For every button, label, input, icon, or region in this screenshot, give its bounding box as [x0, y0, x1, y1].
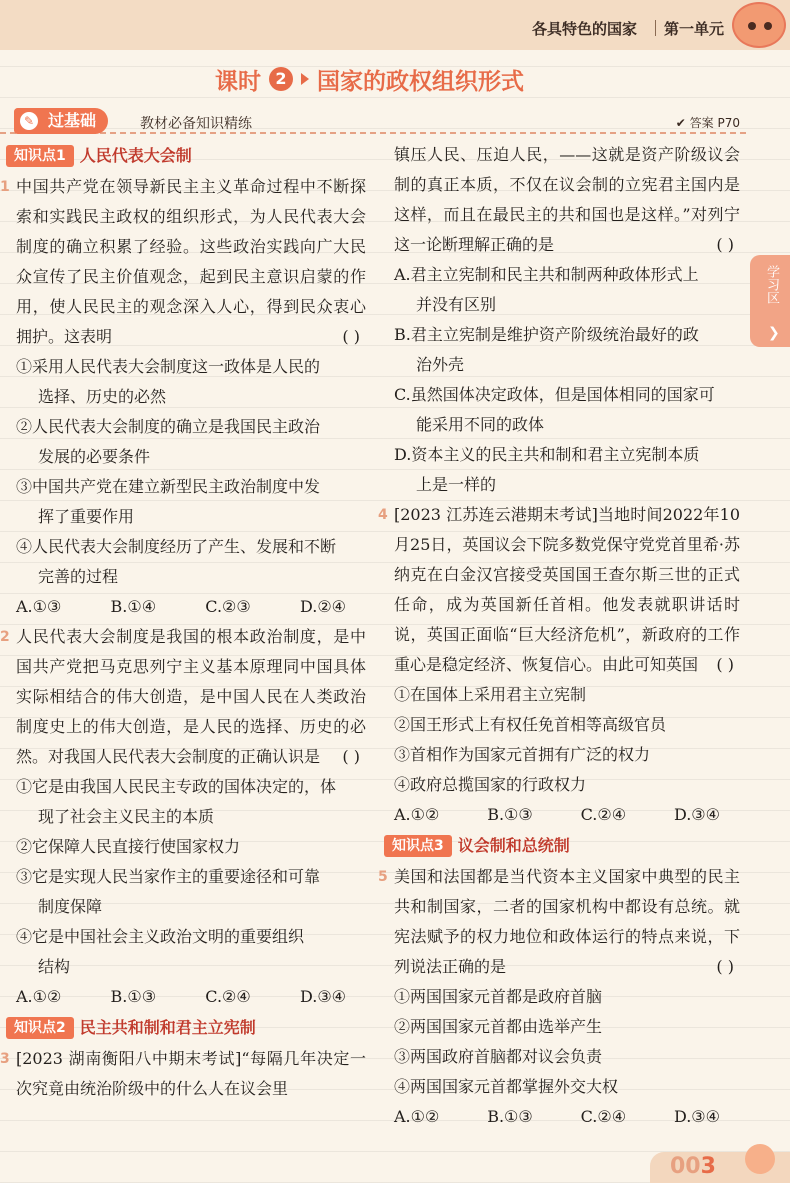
option-a[interactable]: A.君主立宪制和民主共和制两种政体形式上 [394, 265, 699, 284]
option-line: ②人民代表大会制度的确立是我国民主政治 [16, 417, 321, 436]
answer-choices [394, 1102, 740, 1132]
page-number-prefix: 00 [670, 1154, 701, 1179]
question-1 [0, 172, 366, 622]
choice-b[interactable]: B.①③ [487, 805, 533, 824]
option-line: 上是一样的 [416, 475, 497, 494]
option-line: ③首相作为国家元首拥有广泛的权力 [394, 745, 651, 764]
page-footer [650, 1152, 790, 1183]
option-b[interactable]: B.君主立宪制是维护资产阶级统治最好的政 [394, 325, 699, 344]
question-2 [0, 622, 366, 1012]
option-line: ③它是实现人民当家作主的重要途径和可靠 [16, 867, 321, 886]
unit-label: 第一单元 [664, 20, 725, 38]
option-line: ①在国体上采用君主立宪制 [394, 685, 587, 704]
option-line: 治外壳 [416, 355, 465, 374]
mascot-icon [732, 2, 786, 48]
study-area-label: 学习区 [764, 265, 779, 304]
header-divider [655, 20, 656, 36]
kp-title: 民主共和制和君主立宪制 [79, 1018, 256, 1037]
knowledge-point-1 [6, 142, 366, 170]
page-number-digit: 3 [700, 1154, 716, 1179]
answer-reference: ✔ 答案 P70 [675, 116, 740, 130]
question-number: 5 [378, 869, 388, 885]
choice-d[interactable]: D.③④ [673, 1107, 720, 1126]
kp-badge: 知识点2 [6, 1017, 74, 1039]
chapter-label: 各具特色的国家 [532, 20, 638, 38]
option-c[interactable]: C.虽然国体决定政体，但是国体相同的国家可 [394, 385, 715, 404]
option-line: 并没有区别 [416, 295, 497, 314]
option-line: 结构 [38, 957, 71, 976]
section-tab [14, 108, 108, 134]
page-header [0, 0, 790, 50]
option-line: 挥了重要作用 [38, 507, 135, 526]
option-line: 发展的必要条件 [38, 447, 151, 466]
knowledge-point-3 [384, 832, 740, 860]
answer-choices [394, 800, 740, 830]
option-line: ①两国国家元首都是政府首脑 [394, 987, 603, 1006]
study-area-tab[interactable] [750, 255, 790, 347]
answer-blank[interactable]: ( ) [342, 327, 360, 346]
option-line: 制度保障 [38, 897, 103, 916]
pencil-icon: ✎ [20, 112, 38, 130]
question-number: 1 [0, 179, 10, 195]
question-stem: [2023 湖南衡阳八中期末考试]“每隔几年决定一次究竟由统治阶级中的什么人在议会里 [16, 1049, 366, 1098]
choice-d[interactable]: D.③④ [299, 987, 346, 1006]
stem-text: 镇压人民、压迫人民，——这就是资产阶级议会制的真正本质，不仅在议会制的立宪君主国内是这样，而且在最民主的共和国也是这样。”对列宁这一论断理解正确的是 [394, 145, 740, 254]
question-stem [16, 622, 366, 772]
lesson-title [215, 62, 524, 96]
choice-d[interactable]: D.②④ [299, 597, 346, 616]
question-4 [378, 500, 740, 830]
stem-text: 人民代表大会制度是我国的根本政治制度，是中国共产党把马克思列宁主义基本原理同中国具体实际相结合的伟大创造，是中国人民在人类政治制度史上的伟大创造，是人民的选择、历史的必然。对我国人民代表大会制度的正确认识是 [16, 627, 366, 766]
choice-c[interactable]: C.②④ [580, 805, 627, 824]
answer-choices [16, 982, 366, 1012]
option-line: ②国王形式上有权任免首相等高级官员 [394, 715, 667, 734]
choice-a[interactable]: A.①② [394, 1107, 440, 1126]
arrow-icon [301, 73, 309, 85]
kp-badge: 知识点1 [6, 145, 74, 167]
option-line: ②它保障人民直接行使国家权力 [16, 837, 241, 856]
mascot-icon [745, 1144, 775, 1174]
lesson-heading: 国家的政权组织形式 [317, 68, 524, 95]
lesson-number: 2 [269, 67, 293, 91]
answer-blank[interactable]: ( ) [716, 655, 734, 674]
choice-a[interactable]: A.①② [394, 805, 440, 824]
choice-b[interactable]: B.①③ [110, 987, 157, 1006]
choice-b[interactable]: B.①③ [487, 1107, 533, 1126]
choice-c[interactable]: C.②④ [205, 987, 251, 1006]
stem-text: 美国和法国都是当代资本主义国家中典型的民主共和制国家，二者的国家机构中都设有总统。就宪法赋予的权力地位和政体运行的特点来说，下列说法正确的是 [394, 867, 740, 976]
option-d[interactable]: D.资本主义的民主共和制和君主立宪制本质 [394, 445, 700, 464]
option-line: 完善的过程 [38, 567, 119, 586]
choice-c[interactable]: C.②③ [205, 597, 251, 616]
left-column [0, 140, 366, 1104]
question-stem [16, 172, 366, 352]
section-tab-label: 过基础 [48, 111, 97, 130]
option-line: ②两国国家元首都由选举产生 [394, 1017, 603, 1036]
question-stem [394, 500, 740, 680]
option-line: ①它是由我国人民民主专政的国体决定的，体 [16, 777, 337, 796]
question-5 [378, 862, 740, 1132]
stem-text: 中国共产党在领导新民主主义革命过程中不断探索和实践民主政权的组织形式，为人民代表大会制度的确立积累了经验。这些政治实践向广大民众宣传了民主价值观念，起到民主意识启蒙的作用，使人民民主的观念深入人心，得到民众衷心拥护。这表明 [16, 177, 366, 346]
kp-badge: 知识点3 [384, 835, 452, 857]
question-3-continued [384, 140, 740, 500]
choice-a[interactable]: A.①③ [16, 597, 62, 616]
option-line: ③两国政府首脑都对议会负责 [394, 1047, 603, 1066]
section-subtitle: 教材必备知识精练 [140, 116, 252, 132]
option-line: 能采用不同的政体 [416, 415, 545, 434]
answer-blank[interactable]: ( ) [716, 235, 734, 254]
answer-blank[interactable]: ( ) [342, 747, 360, 766]
option-line: ④政府总揽国家的行政权力 [394, 775, 587, 794]
option-line: 选择、历史的必然 [38, 387, 167, 406]
choice-b[interactable]: B.①④ [110, 597, 157, 616]
answer-choices [16, 592, 366, 622]
option-line: ③中国共产党在建立新型民主政治制度中发 [16, 477, 321, 496]
kp-title: 人民代表大会制 [79, 146, 192, 165]
page-number [670, 1154, 716, 1179]
choice-a[interactable]: A.①② [16, 987, 62, 1006]
answer-blank[interactable]: ( ) [716, 957, 734, 976]
option-line: ④两国国家元首都掌握外交大权 [394, 1077, 619, 1096]
option-line: 现了社会主义民主的本质 [38, 807, 215, 826]
question-number: 2 [0, 629, 10, 645]
lesson-prefix: 课时 [215, 68, 261, 95]
knowledge-point-2 [6, 1014, 366, 1042]
question-stem [394, 862, 740, 982]
section-banner [0, 108, 746, 134]
question-number: 3 [0, 1051, 10, 1067]
kp-title: 议会制和总统制 [457, 836, 570, 855]
question-stem [394, 140, 740, 260]
option-line: ④人民代表大会制度经历了产生、发展和不断 [16, 537, 337, 556]
right-column [378, 140, 740, 1132]
chevron-right-icon: ❯ [768, 325, 780, 341]
stem-text: [2023 江苏连云港期末考试]当地时间2022年10月25日，英国议会下院多数党保守党党首里希·苏纳克在白金汉宫接受英国国王查尔斯三世的正式任命，成为英国新任首相。他发表就职讲话时说，英国正面临“巨大经济危机”，新政府的工作重心是稳定经济、恢复信心。由此可知英国 [394, 505, 740, 674]
choice-d[interactable]: D.③④ [673, 805, 720, 824]
question-number: 4 [378, 507, 388, 523]
question-3-start [0, 1044, 366, 1104]
option-line: ④它是中国社会主义政治文明的重要组织 [16, 927, 305, 946]
choice-c[interactable]: C.②④ [580, 1107, 627, 1126]
option-line: ①采用人民代表大会制度这一政体是人民的 [16, 357, 321, 376]
